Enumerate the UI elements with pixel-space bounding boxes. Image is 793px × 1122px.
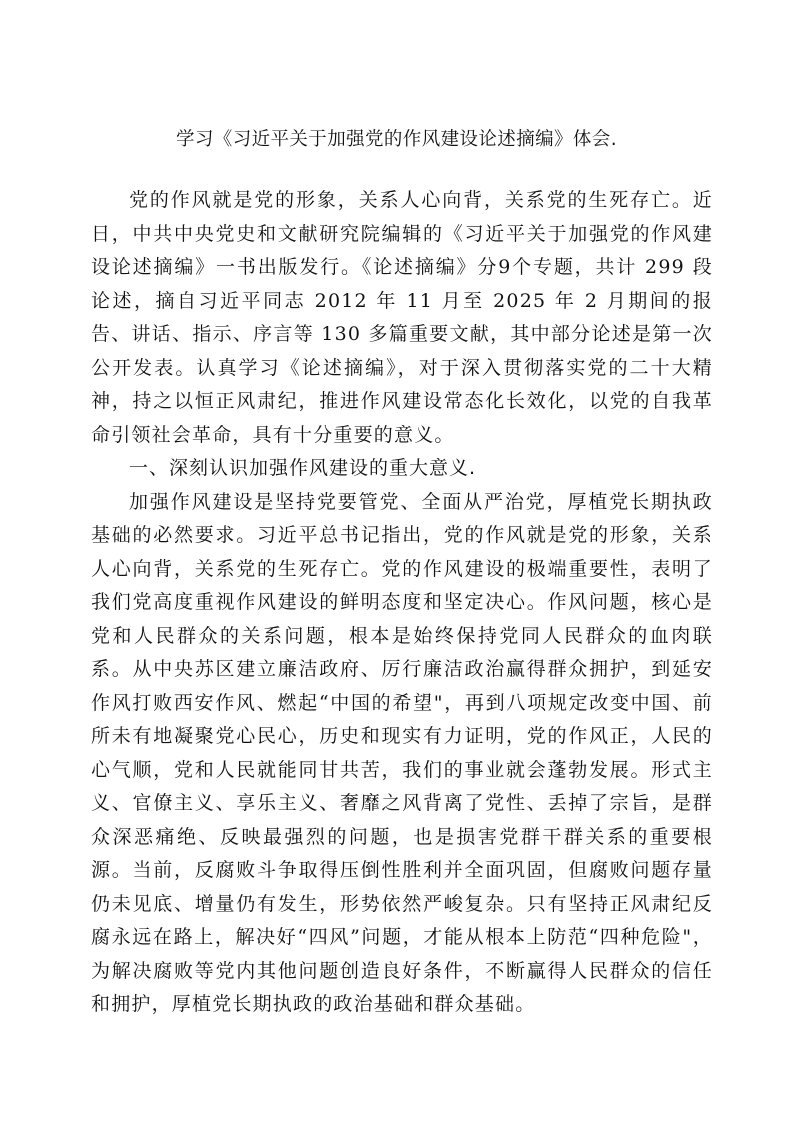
section-heading: 一、深刻认识加强作风建设的重大意义. <box>129 457 477 479</box>
document-title: 学习《习近平关于加强党的作风建设论述摘编》体会. <box>176 129 617 150</box>
document-body <box>91 184 713 1022</box>
intro-paragraph: 党的作风就是党的形象，关系人心向背，关系党的生死存亡。近日，中共中央党史和文献研究院编辑的《习近平关于加强党的作风建设论述摘编》一书出版发行。《论述摘编》分9个专题，共计 299 段论述，摘自习近平同志 2012 年 11 月至 2025 年 2 月期间的报告、讲话、指示、序言等 130 多篇重要文献，其中部分论述是第一次公开发表。认真学习《论述摘编》，对于深入贯彻落实党的二十大精神，持之以恒正风肃纪，推进作风建设常态化长效化，以党的自我革命引领社会革命，具有十分重要的意义。 <box>91 189 713 446</box>
section-paragraph: 加强作风建设是坚持党要管党、全面从严治党，厚植党长期执政基础的必然要求。习近平总书记指出，党的作风就是党的形象，关系人心向背，关系党的生死存亡。党的作风建设的极端重要性，表明了我们党高度重视作风建设的鲜明态度和坚定决心。作风问题，核心是党和人民群众的关系问题，根本是始终保持党同人民群众的血肉联系。从中央苏区建立廉洁政府、厉行廉洁政治赢得群众拥护，到延安作风打败西安作风、燃起“中国的希望"，再到八项规定改变中国、前所未有地凝聚党心民心，历史和现实有力证明，党的作风正，人民的心气顺，党和人民就能同甘共苦，我们的事业就会蓬勃发展。形式主义、官僚主义、享乐主义、奢靡之风背离了党性、丢掉了宗旨，是群众深恶痛绝、反映最强烈的问题，也是损害党群干群关系的重要根源。当前，反腐败斗争取得压倒性胜利并全面巩固，但腐败问题存量仍未见底、增量仍有发生，形势依然严峻复杂。只有坚持正风肃纪反腐永远在路上，解决好“四风”问题，才能从根本上防范“四种危险"，为解决腐败等党内其他问题创造良好条件，不断赢得人民群众的信任和拥护，厚植党长期执政的政治基础和群众基础。 <box>91 490 713 1015</box>
